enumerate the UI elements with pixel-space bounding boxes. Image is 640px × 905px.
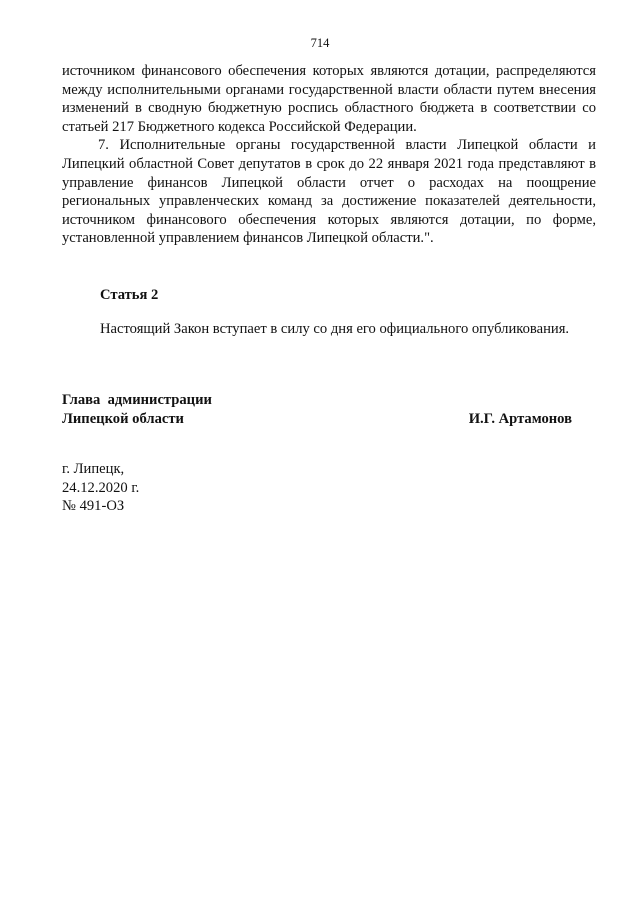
- signatory-position-line2: Липецкой области: [62, 410, 184, 427]
- document-footer: [62, 460, 139, 516]
- paragraph-7: 7. Исполнительные органы государственной власти Липецкой области и Липецкий областной Совет депутатов в срок до 22 января 2021 года представляют в управление финансов Липецкой области отчет о расходах на поощрение региональных управленческих команд за достижение показателей деятельности, источником финансового обеспечения которых являются дотации, по форме, установленной управлением финансов Липецкой области.".: [62, 137, 596, 247]
- paragraph-continuation: источником финансового обеспечения которых являются дотации, распределяются между исполнительными органами государственной власти области путем внесения изменений в сводную бюджетную роспись областного бюджета в соответствии со статьей 217 Бюджетного кодекса Российской Федерации.: [62, 63, 596, 135]
- footer-city: г. Липецк,: [62, 461, 125, 477]
- signature-block: [62, 391, 572, 428]
- signatory-name: И.Г. Артамонов: [468, 410, 572, 427]
- signatory-position-line1: Глава администрации: [62, 392, 212, 408]
- footer-date: 24.12.2020 г.: [62, 479, 140, 496]
- article-title: Статья 2: [100, 287, 159, 303]
- law-text: [62, 62, 596, 248]
- footer-law-number: № 491-ОЗ: [62, 498, 125, 515]
- page-number: 714: [310, 36, 330, 50]
- article-text: Настоящий Закон вступает в силу со дня его официального опубликования.: [100, 321, 570, 337]
